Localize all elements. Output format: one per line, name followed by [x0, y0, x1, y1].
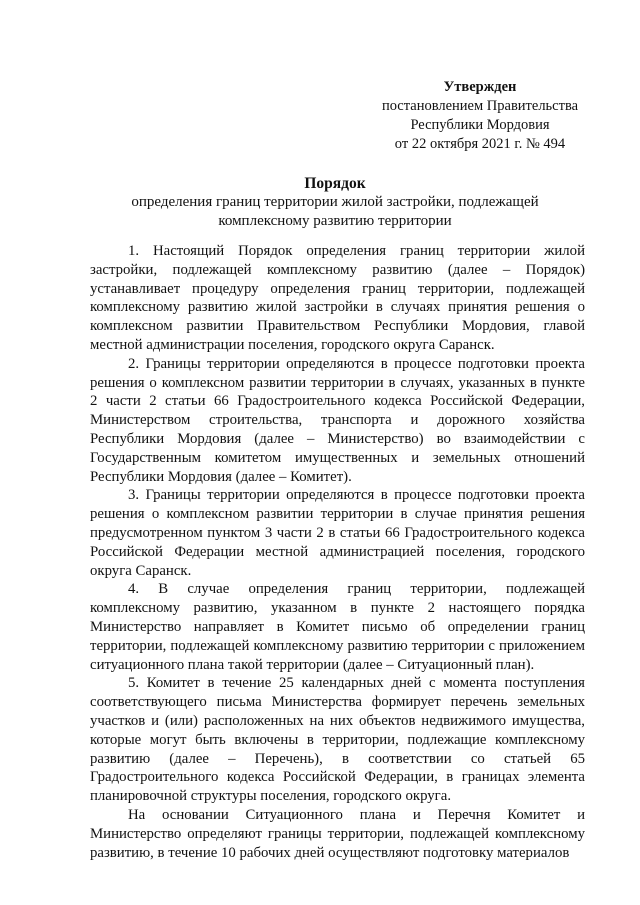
approval-line-1: постановлением Правительства [381, 98, 579, 114]
document-body [90, 242, 585, 862]
approval-line-3: от 22 октября 2021 г. № 494 [394, 136, 566, 152]
approved-label: Утвержден [443, 79, 517, 95]
document-subtitle: определения границ территории жилой застройки, подлежащей комплексному развитию территории [131, 194, 539, 229]
approval-line-2: Республики Мордовия [410, 117, 550, 133]
document-title: Порядок [304, 175, 366, 192]
paragraph-6: На основании Ситуационного плана и Перечня Комитет и Министерство определяют границы территории, подлежащей комплексному развитию, в течение 10 рабочих дней осуществляют подготовку материалов [90, 806, 585, 861]
paragraph-1: 1. Настоящий Порядок определения границ территории жилой застройки, подлежащей комплексному развитию (далее – Порядок) устанавливает процедуру определения границ территории, подлежащей комплексному развитию жилой застройки в случаях принятия решения о комплексном развитии Правительством Республики Мордовия, главой местной администрации поселения, городского округа Саранск. [90, 243, 585, 353]
paragraph-5: 5. Комитет в течение 25 календарных дней с момента поступления соответствующего письма Министерства формирует перечень земельных участков и (или) расположенных на них объектов недвижимого имущества, которые могут быть включены в территории, подлежащие комплексному развитию (далее – Перечень), в соответствии со статьей 65 Градостроительного кодекса Российской Федерации, в границах элемента планировочной структуры поселения, городского округа. [90, 675, 585, 805]
paragraph-2: 2. Границы территории определяются в процессе подготовки проекта решения о комплексном развитии территории в случаях, указанных в пункте 2 части 2 статьи 66 Градостроительного кодекса Российской Федерации, Министерством строительства, транспорта и дорожного хозяйства Республики Мордовия (далее – Министерство) во взаимодействии с Государственным комитетом имущественных и земельных отношений Республики Мордовия (далее – Комитет). [90, 355, 585, 485]
paragraph-3: 3. Границы территории определяются в процессе подготовки проекта решения о комплексном развитии территории в случае принятия решения предусмотренном пунктом 3 части 2 в статьи 66 Градостроительного кодекса Российской Федерации местной администрацией поселения, городского округа Саранск. [90, 487, 585, 579]
paragraph-4: 4. В случае определения границ территории, подлежащей комплексному развитию, указанном в пункте 2 настоящего порядка Министерство направляет в Комитет письмо об определении границ территории, подлежащей комплексному развитию территории с приложением ситуационного плана такой территории (далее – Ситуационный план). [90, 581, 585, 673]
document-title-block [90, 174, 580, 231]
approval-stamp [365, 78, 595, 154]
